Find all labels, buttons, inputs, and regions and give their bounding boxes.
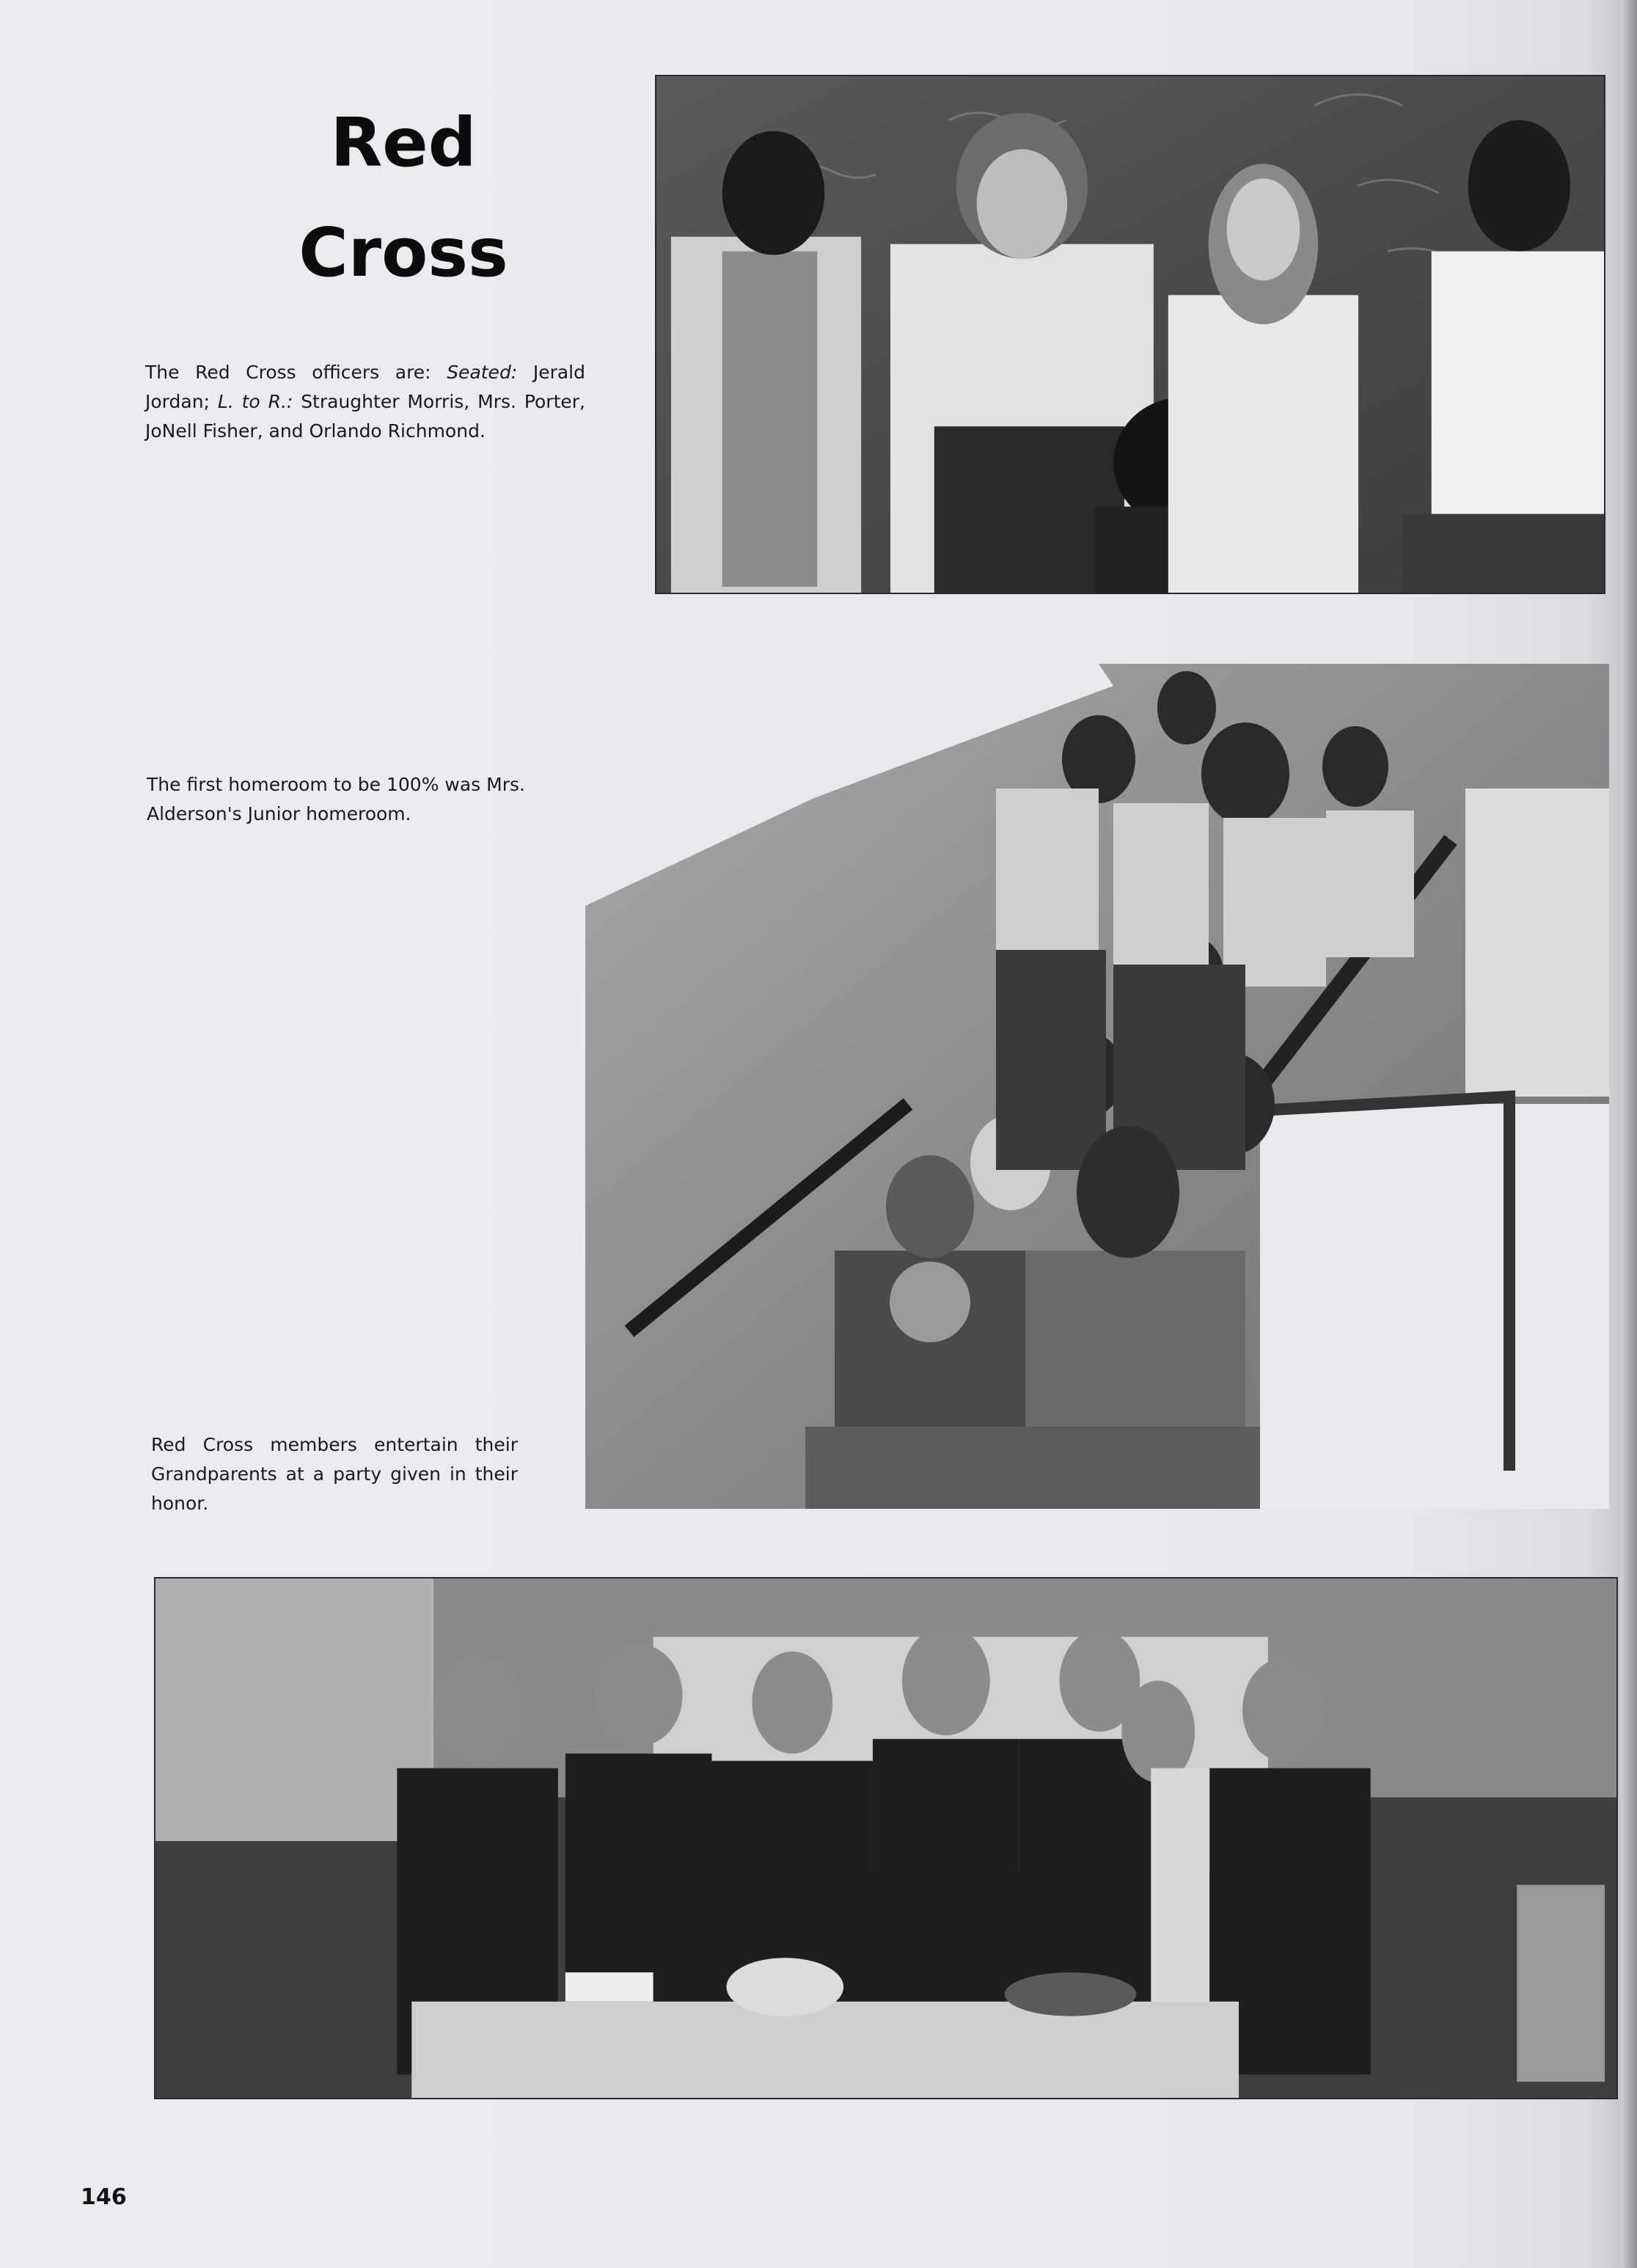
grandparents-party-photo-image	[155, 1579, 1616, 2098]
title-line-1: Red	[330, 103, 477, 182]
homeroom-caption: The first homeroom to be 100% was Mrs. Alderson's Junior homeroom.	[147, 774, 525, 824]
title-line-2: Cross	[299, 213, 508, 292]
book-gutter-shadow	[1621, 0, 1637, 2268]
officers-caption-ltr-label: L. to R.:	[217, 391, 293, 412]
party-caption: Red Cross members entertain their Grandparents at a party given in their honor.	[151, 1434, 518, 1514]
page-title	[279, 88, 528, 308]
officers-caption-seated-names: Jerald Jordan;	[145, 362, 585, 412]
grandparents-party-photo	[154, 1577, 1618, 2099]
officers-photo-image	[656, 76, 1604, 593]
officers-caption-seated-label: Seated:	[447, 362, 518, 383]
page-number: 146	[81, 2184, 127, 2210]
officers-caption	[145, 358, 585, 446]
homeroom-stairs-photo-image	[585, 664, 1609, 1509]
officers-caption-ltr-names: Straughter Morris, Mrs. Porter, JoNell Fisher, and Orlando Richmond.	[145, 391, 585, 442]
homeroom-stairs-photo	[585, 664, 1609, 1509]
officers-caption-intro: The Red Cross officers are:	[145, 362, 447, 383]
officers-photo	[655, 75, 1605, 594]
